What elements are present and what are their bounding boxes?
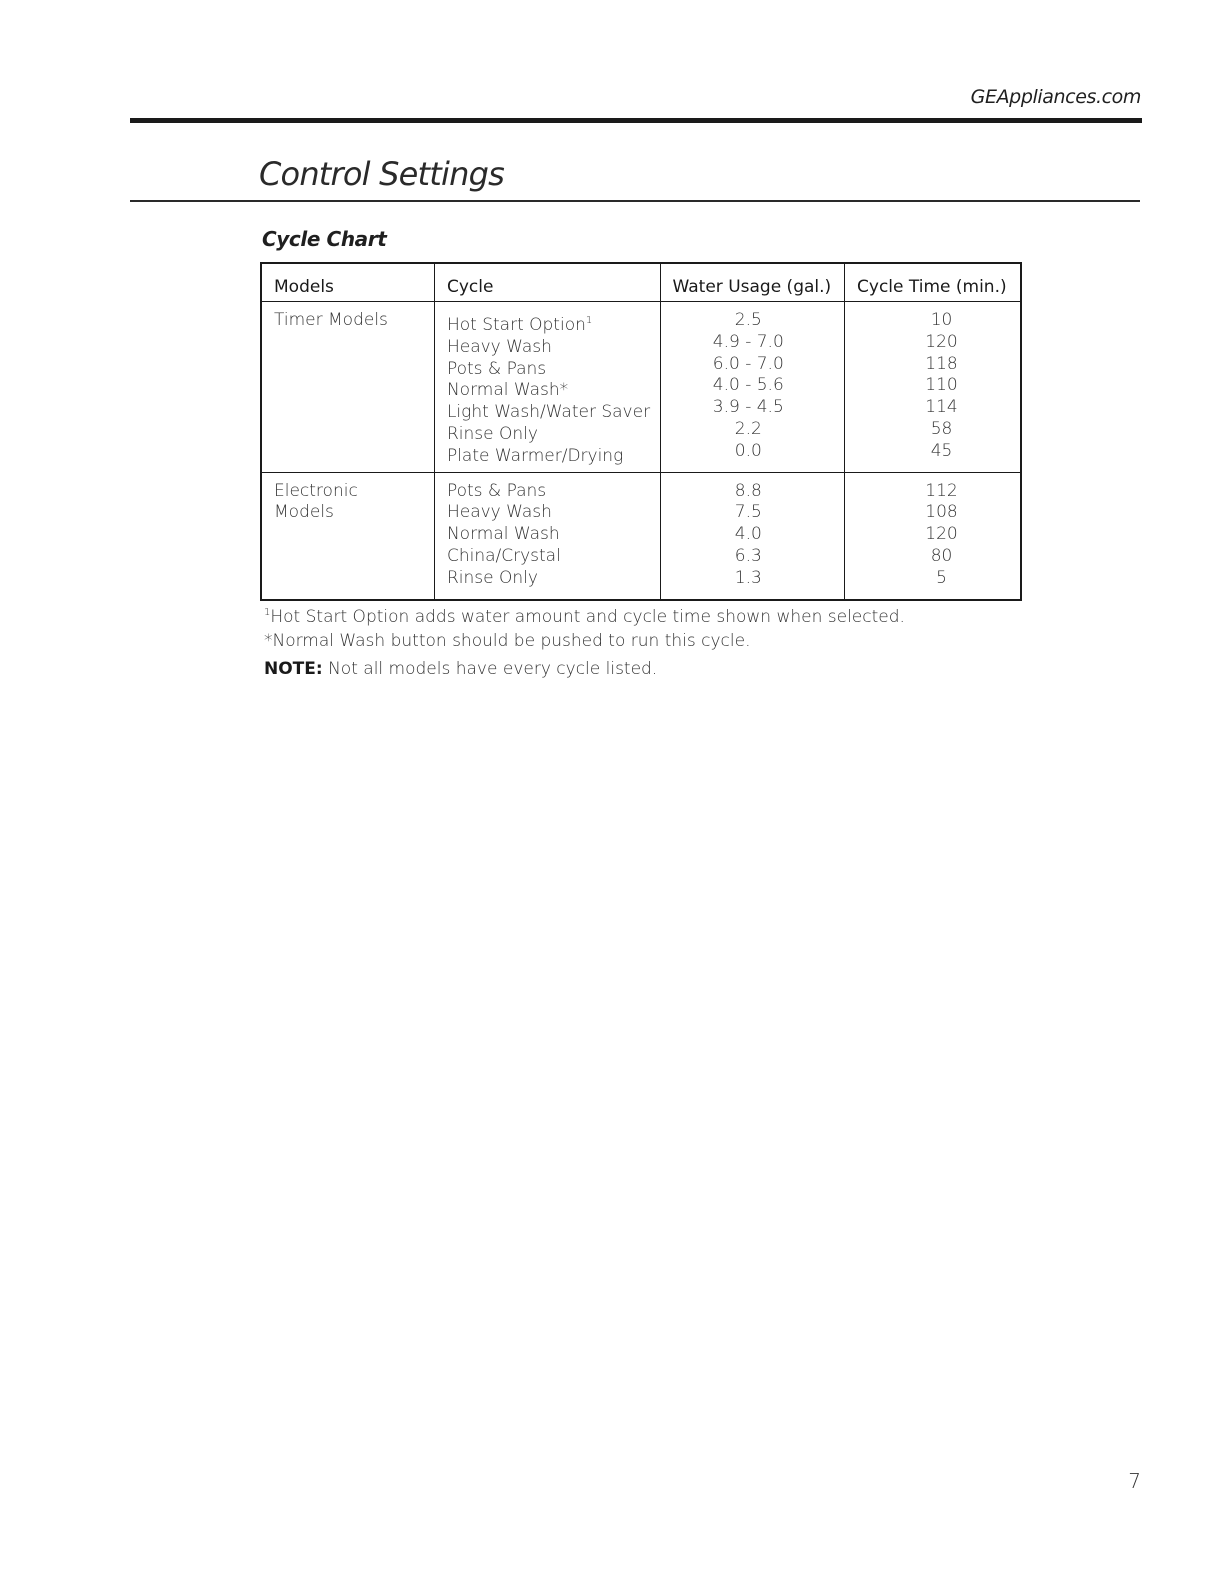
cycle-name: Heavy Wash (446, 502, 552, 523)
cycle-time-value: 118 (925, 353, 958, 374)
table-header-row (261, 263, 1021, 302)
water-usage-value: 6.0 - 7.0 (712, 353, 784, 374)
cycle-chart-heading: Cycle Chart (262, 227, 387, 251)
water-usage-list (660, 302, 844, 473)
site-url[interactable]: GEAppliances.com (970, 86, 1141, 108)
cycle-list (434, 302, 660, 473)
cycle-list (434, 472, 660, 599)
cycle-name: Normal Wash (446, 524, 560, 545)
cycle-name: Rinse Only (446, 423, 538, 444)
cycle-time-value: 80 (930, 545, 953, 566)
cycle-time-list (845, 472, 1021, 599)
water-usage-value: 4.0 - 5.6 (712, 375, 784, 396)
water-usage-value: 1.3 (734, 567, 762, 588)
cycle-name: Pots & Pans (446, 358, 547, 379)
cycle-time-value: 5 (936, 567, 947, 588)
footnote-mark: 1 (264, 607, 271, 618)
column-header-cycle-time: Cycle Time (min.) (845, 263, 1021, 302)
note-text: Not all models have every cycle listed. (322, 659, 658, 679)
water-usage-value: 2.5 (734, 310, 762, 330)
table-row-electronic-models (261, 472, 1021, 599)
table-row-timer-models (261, 302, 1021, 473)
cycle-name: Rinse Only (446, 567, 538, 588)
cycle-time-value: 10 (930, 310, 953, 330)
cycle-chart-table (260, 262, 1022, 601)
cycle-time-value: 112 (925, 480, 958, 501)
model-name: Timer Models (261, 302, 434, 473)
water-usage-list (660, 472, 844, 599)
cycle-name: China/Crystal (446, 545, 561, 566)
water-usage-value: 6.3 (734, 545, 762, 566)
cycle-time-value: 58 (930, 418, 953, 439)
table-notes (264, 601, 905, 681)
water-usage-value: 7.5 (734, 502, 762, 523)
water-usage-value: 3.9 - 4.5 (712, 397, 784, 418)
cycle-time-value: 45 (930, 440, 953, 461)
column-header-models: Models (261, 263, 434, 302)
water-usage-value: 4.9 - 7.0 (712, 331, 784, 352)
cycle-name: Normal Wash* (446, 380, 569, 401)
cycle-time-value: 110 (925, 375, 958, 396)
water-usage-value: 0.0 (734, 440, 762, 461)
cycle-name: Heavy Wash (446, 336, 552, 357)
footnote-hot-start: $^1$Hot Start Option adds water amount and cycle time shown when selected. (264, 607, 905, 627)
page-number: 7 (1128, 1469, 1141, 1493)
water-usage-value: 8.8 (734, 480, 762, 501)
cycle-time-list (845, 302, 1021, 473)
column-header-water-usage: Water Usage (gal.) (660, 263, 844, 302)
cycle-name: Pots & Pans (446, 480, 547, 501)
footnote-normal-wash: *Normal Wash button should be pushed to run this cycle. (264, 631, 751, 651)
column-header-cycle: Cycle (434, 263, 660, 302)
water-usage-value: 4.0 (734, 524, 762, 545)
cycle-time-value: 120 (925, 331, 958, 352)
note-label: NOTE: (264, 659, 323, 679)
cycle-time-value: 108 (925, 502, 958, 523)
cycle-time-value: 120 (925, 524, 958, 545)
header-divider (130, 118, 1142, 123)
water-usage-value: 2.2 (734, 418, 762, 439)
cycle-time-value: 114 (925, 397, 958, 418)
title-divider (130, 200, 1140, 202)
cycle-name: Light Wash/Water Saver (446, 402, 651, 423)
model-name: Electronic Models (274, 480, 358, 523)
note (264, 657, 905, 681)
cycle-name: Plate Warmer/Drying (446, 445, 624, 466)
page-title: Control Settings (259, 155, 504, 193)
cycle-name: Hot Start Option$^1$ (446, 315, 593, 335)
